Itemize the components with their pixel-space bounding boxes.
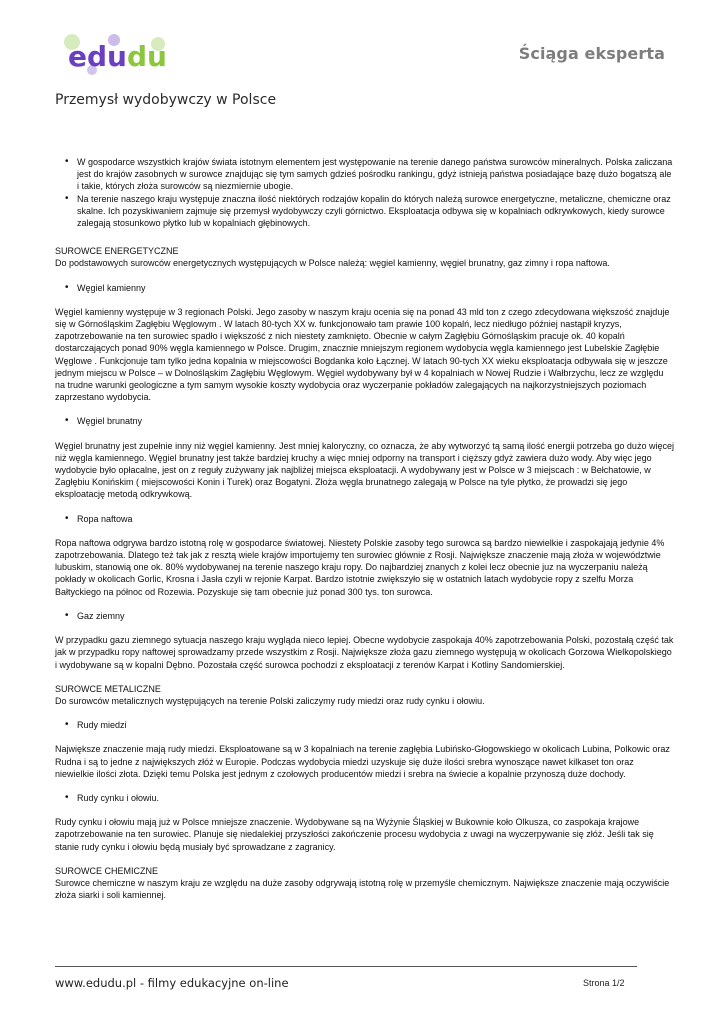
document-body	[55, 156, 675, 913]
subsection-text: Węgiel kamienny występuje w 3 regionach Polski. Jego zasoby w naszym kraju ocenia się na ponad 43 mld ton z czego zdecydowana większość znajduje się w Górnośląskim Zagłębiu Węglowym . W latach 80-tych XX w. funkcjonowało tam prawie 100 kopalń, lecz niedługo później nastąpił kryzys, zapotrzebowanie na ten surowiec spadło i większość z nich niestety zamknięto. Obecnie w całym Zagłębiu Górnośląskim pracuje ok. 40 kopalń dostarczających ponad 90% węgla kamiennego w Polsce. Drugim, znacznie mniejszym regionem wydobycia węgla kamiennego jest Lubelskie Zagłębie Węglowe . Funkcjonuje tam tylko jedna kopalnia w miejscowości Bogdanka koło Łącznej. W latach 90-tych XX wieku eksploatacja odbywała się w jeszcze jednym miejscu w Polsce – w Dolnośląskim Zagłębiu Węglowym. Węgiel wydobywany był w 4 kopalniach w Nowej Rudzie i Wałbrzychu, lecz ze względu na trudne warunki geologiczne a tym samym wysokie koszty wydobycia oraz wyczerpanie pokładów zalegających na najkorzystniejszych poziomach zaprzestano wydobycia.	[55, 306, 670, 403]
section-heading-energy: SUROWCE ENERGETYCZNE	[55, 246, 179, 257]
subsection-text: Rudy cynku i ołowiu mają już w Polsce mniejsze znaczenie. Wydobywane są na Wyżynie Śląskiej w Bukownie koło Olkusza, co zaspokaja krajowe zapotrzebowanie na ten surowiec. Planuje się niedalekiej przyszłości zakończenie procesu wydobycia z uwagi na wyczerpywanie się złóż. Jeśli tak się stanie rudy cynku i ołowiu będą musiały być sprowadzane z zagranicy.	[55, 817, 654, 852]
subsection-text: W przypadku gazu ziemnego sytuacja naszego kraju wygląda nieco lepiej. Obecne wydobycie zaspokaja 40% zapotrzebowania Polski, pozostałą część tak jak w przypadku ropy naftowej sprowadzamy przede wszystkim z Rosji. Największe złoża gazu ziemnego występują w okolicach Gorzowa Wielkopolskiego i wydobywane są w kopalni Dębno. Pozostała część surowca pochodzi z eksploatacji z terenów Karpat i Kotliny Sandomierskiej.	[55, 635, 674, 670]
subsection-text: Węgiel brunatny jest zupełnie inny niż węgiel kamienny. Jest mniej kaloryczny, co oznacza, że aby wytworzyć tą samą ilość energii potrzeba go dużo więcej niż węgla kamiennego. Węgiel brunatny jest także bardziej kruchy a więc mniej odporny na transport i cięższy gdyż zawiera dużo wody. Aby więc jego wydobycie było opłacalne, jest on z reguły zużywany jak najbliżej miejsca eksploatacji. A wydobywany jest w Polsce w 3 miejscach : w Bełchatowie, w Zagłębiu Konińskim ( miejscowości Konin i Turek) oraz Bogatyni. Złoża węgla brunatnego zalegają w Polsce na tyle płytko, że prowadzi się jego eksploatację metodą odkrywkową.	[55, 440, 674, 500]
subsection-text: Ropa naftowa odgrywa bardzo istotną rolę w gospodarce światowej. Niestety Polskie zasoby tego surowca są bardzo niewielkie i zaspokajają jedynie 4% zapotrzebowania. Dlatego też tak jak z resztą wiele krajów importujemy ten surowiec głównie z Rosji. Największe znaczenie mają złoża w województwie lubuskim, stanowią one ok. 80% wydobywanej na terenie naszego kraju ropy. Do najbardziej znanych z kolei lecz obecnie juz na wyczerpaniu należą pokłady w okolicach Gorlic, Krosna i Jasła czyli w rejonie Karpat. Bardzo istotnie zwiększyło się w ostatnich latach wydobycie ropy z szelfu Morza Bałtyckiego na północ od Rozewia. Pozyskuje się tam obecnie już ponad 300 tys. ton surowca.	[55, 537, 665, 597]
section-heading-chemical: SUROWCE CHEMICZNE	[55, 865, 158, 876]
intro-list	[55, 156, 675, 229]
svg-text:edudu: edudu	[68, 40, 167, 73]
subsection-text: Największe znaczenie mają rudy miedzi. Eksploatowane są w 3 kopalniach na terenie zagłębia Lubińsko-Głogowskiego w okolicach Lubina, Polkowic oraz Rudna i są to jedne z największych złóż w Europie. Podczas wydobycia miedzi uzyskuje się duże ilości srebra wynoszące nawet kilkaset ton oraz niewielkie ilości złota. Dzięki temu Polska jest jednym z czołowych producentów miedzi i srebra na świecie a kopalnie przynoszą duże dochody.	[55, 744, 670, 779]
subsection-label: • Gaz ziemny	[77, 610, 675, 622]
section-intro-chemical: Surowce chemiczne w naszym kraju ze względu na duże zasoby odgrywają istotną rolę w przemyśle chemicznym. Największe znaczenie mają oczywiście złoża siarki i soli kamiennej.	[55, 877, 670, 901]
page-title: Przemysł wydobywczy w Polsce	[55, 92, 277, 108]
subsection-label: • Rudy cynku i ołowiu.	[77, 792, 675, 804]
page-number: Strona 1/2	[583, 978, 625, 988]
edudu-logo[interactable]	[52, 30, 178, 80]
subsection-label: • Rudy miedzi	[77, 719, 675, 731]
intro-item: • W gospodarce wszystkich krajów świata istotnym elementem jest występowanie na terenie danego państwa surowców mineralnych. Polska zaliczana jest do krajów zasobnych w surowce znajdując się tym samych gdzieś pośrodku rankingu, gdyż istnieją państwa posiadające bazę dużo bogatszą ale i takie, których złoża surowców są niezmiernie ubogie.	[77, 156, 675, 193]
footer-site-link[interactable]: www.edudu.pl - filmy edukacyjne on-line	[55, 976, 289, 990]
footer-divider	[55, 966, 637, 967]
brand-label: Ściąga eksperta	[518, 44, 665, 63]
subsection-label: • Węgiel brunatny	[77, 415, 675, 427]
section-intro-metal: Do surowców metalicznych występujących na terenie Polski zaliczymy rudy miedzi oraz rudy cynku i ołowiu.	[55, 695, 485, 706]
section-heading-metal: SUROWCE METALICZNE	[55, 683, 161, 694]
intro-item: • Na terenie naszego kraju występuje znaczna ilość niektórych rodzajów kopalin do których należą surowce energetyczne, metaliczne, chemiczne oraz skalne. Ich pozyskiwaniem zajmuje się przemysł wydobywczy czyli górnictwo. Eksploatacja odbywa się w kopalniach odkrywkowych, kiedy surowce zalegają stosunkowo płytko lub w kopalniach głębinowych.	[77, 193, 675, 230]
subsection-label: • Ropa naftowa	[77, 513, 675, 525]
subsection-label: • Węgiel kamienny	[77, 282, 675, 294]
section-intro-energy: Do podstawowych surowców energetycznych występujących w Polsce należą: węgiel kamienny, węgiel brunatny, gaz zimny i ropa naftowa.	[55, 258, 610, 269]
